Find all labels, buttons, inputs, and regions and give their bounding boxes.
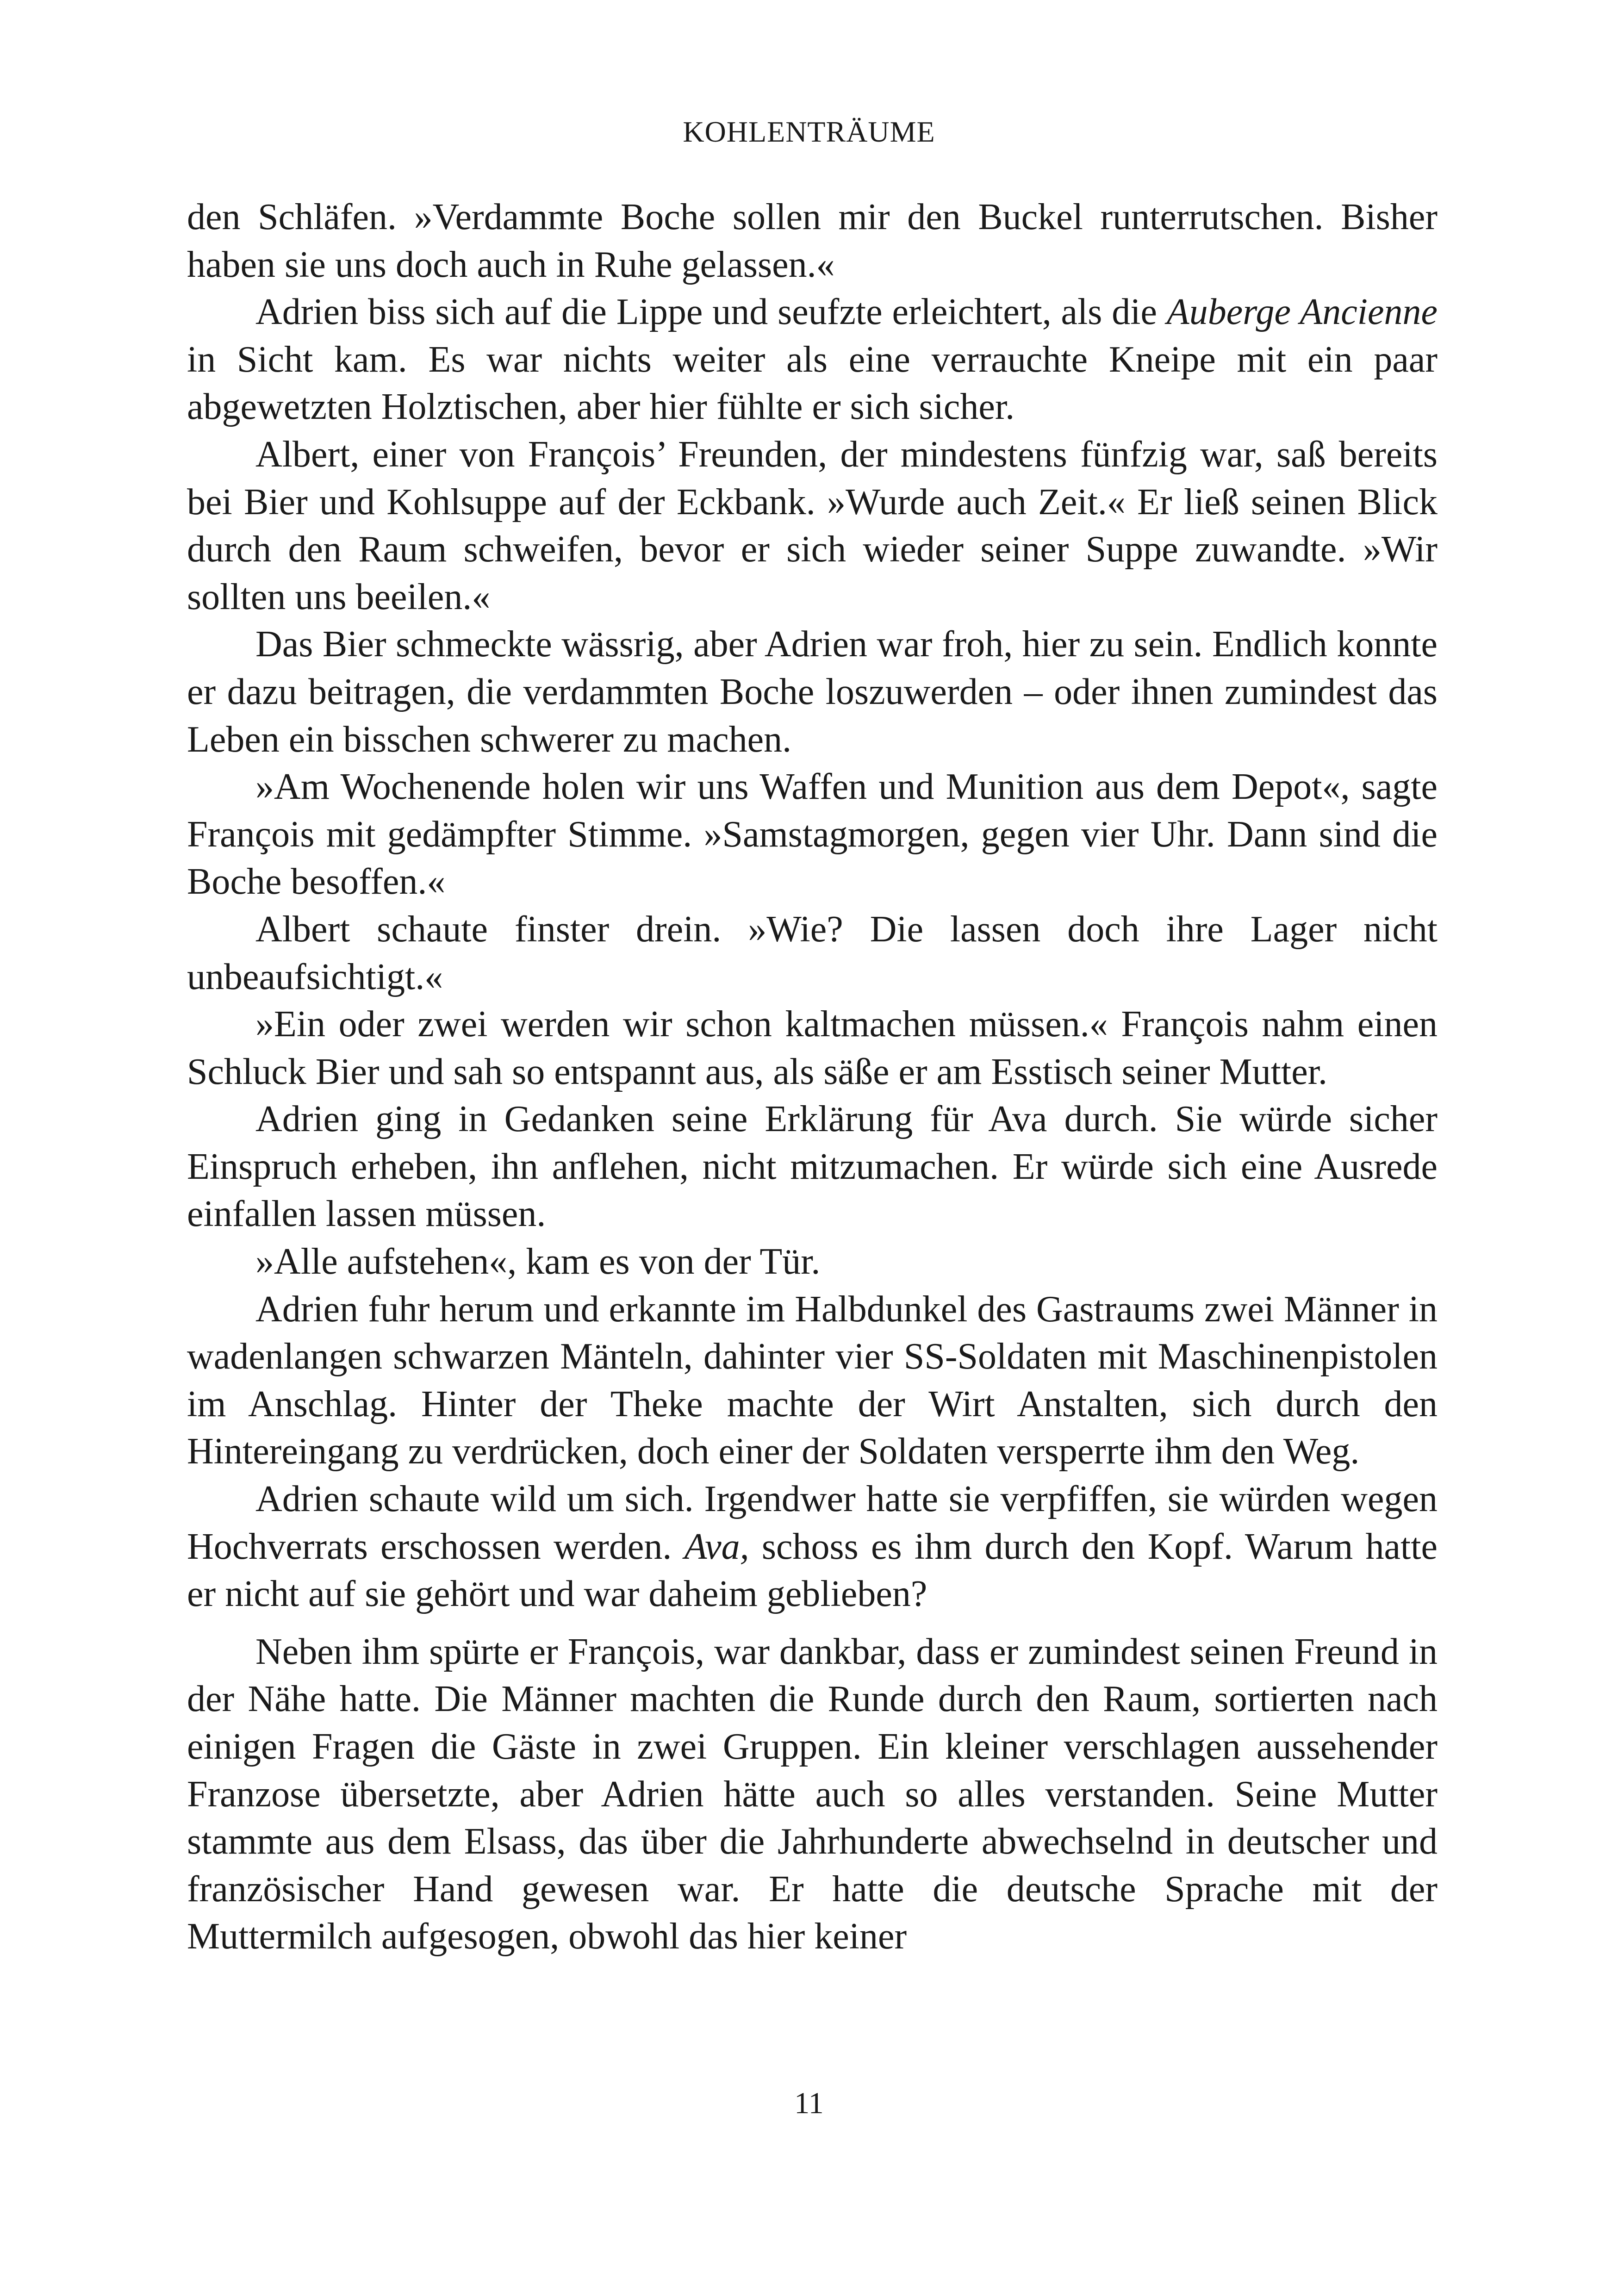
paragraph [187, 1095, 1438, 1238]
paragraph [187, 906, 1438, 1001]
text-run: Albert schaute finster drein. »Wie? Die lassen doch ihre Lager nicht unbeaufsichtigt.« [187, 908, 1438, 997]
text-run: Adrien biss sich auf die Lippe und seufzte erleichtert, als die [255, 292, 1167, 333]
body-text [187, 193, 1438, 1960]
text-run: Adrien schaute wild um sich. Irgendwer hatte sie verpfiffen, sie würden wegen Hochverrats erschossen werden. [187, 1479, 1438, 1567]
text-run: Neben ihm spürte er François, war dankbar, dass er zumindest seinen Freund in der Nähe hatte. Die Männer machten die Runde durch den Raum, sortierten nach einigen Fragen die Gäste in zwei Gruppen. Ein kleiner verschlagen aussehender Franzose übersetzte, aber Adrien hätte auch so alles verstanden. Seine Mutter stammte aus dem Elsass, das über die Jahrhunderte abwechselnd in deutscher und französischer Hand gewesen war. Er hatte die deutsche Sprache mit der Muttermilch aufgesogen, obwohl das hier keiner [187, 1631, 1438, 1957]
paragraph [187, 621, 1438, 763]
text-run: »Am Wochenende holen wir uns Waffen und Munition aus dem Depot«, sagte François mit gedämpfter Stimme. »Samstagmorgen, gegen vier Uhr. Dann sind die Boche besoffen.« [187, 766, 1438, 902]
text-run: schoss es ihm durch den Kopf. Warum hatte er nicht auf sie gehört und war daheim geblieben? [187, 1526, 1438, 1615]
paragraph [187, 763, 1438, 906]
text-run: Albert, einer von François’ Freunden, der mindestens fünfzig war, saß bereits bei Bier und Kohlsuppe auf der Eckbank. »Wurde auch Zeit.« Er ließ seinen Blick durch den Raum schweifen, bevor er sich wieder seiner Suppe zuwandte. »Wir sollten uns beeilen.« [187, 434, 1438, 617]
text-run: in Sicht kam. Es war nichts weiter als eine verrauchte Kneipe mit ein paar abgewetzten Holztischen, aber hier fühlte er sich sicher. [187, 339, 1438, 428]
text-run: »Ein oder zwei werden wir schon kaltmachen müssen.« François nahm einen Schluck Bier und sah so entspannt aus, als säße er am Esstisch seiner Mutter. [187, 1004, 1438, 1092]
paragraph [187, 1475, 1438, 1618]
paragraph [187, 193, 1438, 288]
running-title: KOHLENTRÄUME [683, 115, 935, 148]
paragraph [187, 431, 1438, 621]
paragraph [187, 1238, 1438, 1286]
text-run: Adrien ging in Gedanken seine Erklärung für Ava durch. Sie würde sicher Einspruch erheben, ihn anflehen, nicht mitzumachen. Er würde sich eine Ausrede einfallen lassen müssen. [187, 1099, 1438, 1235]
paragraph [187, 288, 1438, 431]
italic-phrase: Auberge Ancienne [1166, 292, 1438, 333]
italic-phrase: Ava, [684, 1526, 749, 1567]
text-run: Adrien fuhr herum und erkannte im Halbdunkel des Gastraums zwei Männer in wadenlangen schwarzen Mänteln, dahinter vier SS-Soldaten mit Maschinenpistolen im Anschlag. Hinter der Theke machte der Wirt Anstalten, sich durch den Hintereingang zu verdrücken, doch einer der Soldaten versperrte ihm den Weg. [187, 1288, 1438, 1472]
text-run: Das Bier schmeckte wässrig, aber Adrien war froh, hier zu sein. Endlich konnte er dazu beitragen, die verdammten Boche loszuwerden – oder ihnen zumindest das Leben ein bisschen schwerer zu machen. [187, 624, 1438, 760]
page-number: 11 [794, 2086, 824, 2120]
text-run: »Alle aufstehen«, kam es von der Tür. [255, 1241, 821, 1282]
paragraph [187, 1001, 1438, 1095]
paragraph [187, 1286, 1438, 1475]
text-run: den Schläfen. »Verdammte Boche sollen mir den Buckel runterrutschen. Bisher haben sie uns doch auch in Ruhe gelassen.« [187, 197, 1438, 285]
paragraph [187, 1628, 1438, 1960]
